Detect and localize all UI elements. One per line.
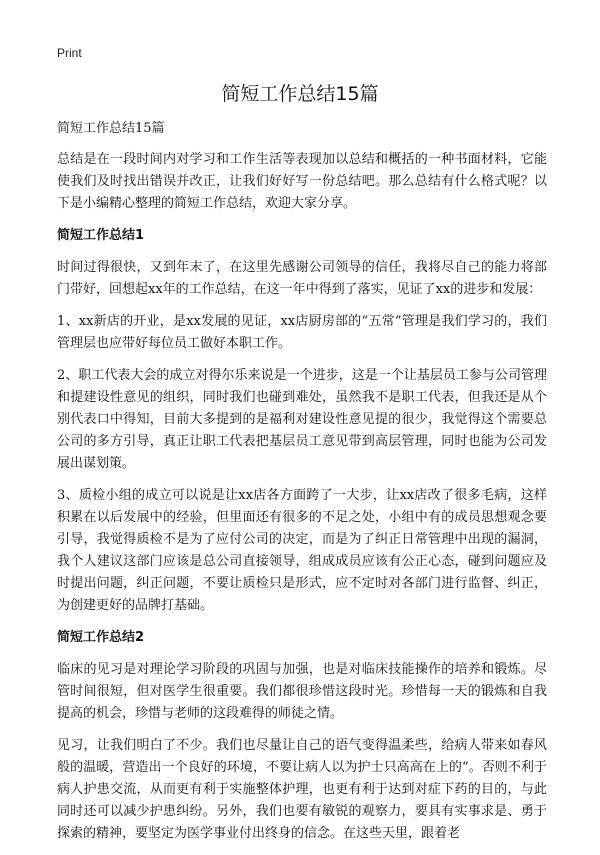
section-heading: 简短工作总结1 bbox=[57, 228, 145, 243]
intro-paragraph: 总结是在一段时间内对学习和工作生活等表现加以总结和概括的一种书面材料，它能使我们及时找出错误并改正，让我们好好写一份总结吧。那么总结有什么格式呢？以下是小编精心整理的简短工作总结，欢迎大家分享。 bbox=[57, 152, 547, 211]
section-paragraph: 见习，让我们明白了不少。我们也尽量让自己的语气变得温柔些，给病人带来如春风般的温暖，营造出一个良好的环境，不要让病人以为护士只高高在上的“。否则不利于病人护患交流，从而更有利于实施整体护理，也更有利于达到对症下药的目的，与此同时还可以减少护患纠纷。另外，我们也要有敏锐的观察力，要具有实事求是、勇于探索的精神，要坚定为医学事业付出终身的信念。在这些天里，跟着老 bbox=[57, 738, 547, 841]
section-paragraph: 1、xx新店的开业，是xx发展的见证，xx店厨房部的“五常”管理是我们学习的，我们管理层也应带好每位员工做好本职工作。 bbox=[57, 314, 547, 351]
page-title: 简短工作总结15篇 bbox=[221, 83, 379, 105]
section-paragraph: 3、质检小组的成立可以说是让xx店各方面跨了一大步，让xx店改了很多毛病，这样积累在以后发展中的经验，但里面还有很多的不足之处，小组中有的成员思想观念要引导，我觉得质检不是为了应付公司的决定，而是为了纠正日常管理中出现的漏洞，我个人建议这部门应该是总公司直接领导，组成成员应该有公正心态，碰到问题应及时提出问题，纠正问题，不要让质检只是形式，应不定时对各部门进行监督、纠正，为创建更好的品牌打基础。 bbox=[57, 488, 547, 613]
section-heading: 简短工作总结2 bbox=[57, 630, 145, 645]
document-body bbox=[57, 118, 547, 855]
print-link[interactable]: Print bbox=[57, 46, 82, 60]
section-paragraph: 临床的见习是对理论学习阶段的巩固与加强，也是对临床技能操作的培养和锻炼。尽管时间很短，但对医学生很重要。我们都很珍惜这段时光。珍惜每一天的锻炼和自我提高的机会，珍惜与老师的这段难得的师徒之情。 bbox=[57, 662, 547, 721]
section-paragraph: 时间过得很快，又到年末了，在这里先感谢公司领导的信任，我将尽自己的能力将部门带好，回想起xx年的工作总结，在这一年中得到了落实，见证了xx的进步和发展： bbox=[57, 260, 547, 297]
document-subtitle: 简短工作总结15篇 bbox=[57, 121, 165, 136]
section-paragraph: 2、职工代表大会的成立对得尔乐来说是一个进步，这是一个让基层员工参与公司管理和提建设性意见的组织，同时我们也碰到难处，虽然我不是职工代表，但我还是从个别代表口中得知，目前大多提到的是福利对建设性意见提的很少，我觉得这个需要总公司的多方引导，真正让职工代表把基层员工意见带到高层管理，同时也能为公司发展出谋划策。 bbox=[57, 368, 547, 471]
